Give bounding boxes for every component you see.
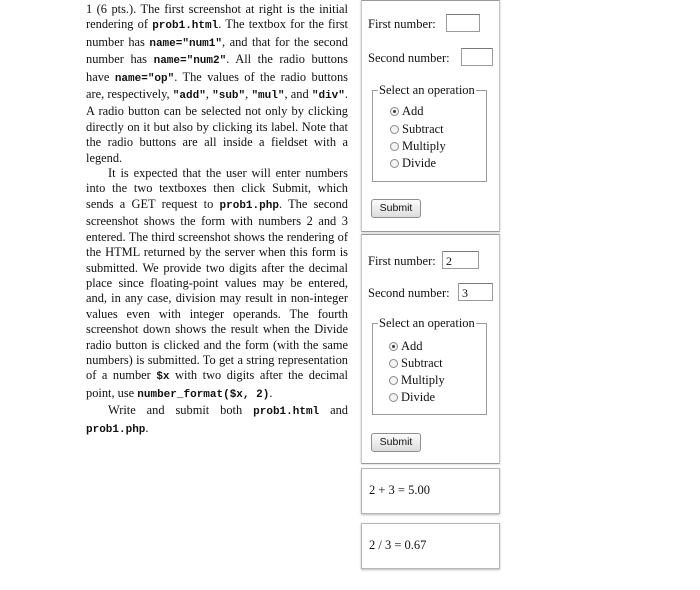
text-span: . All the radio buttons have xyxy=(86,52,348,84)
first-number-input[interactable] xyxy=(446,14,480,32)
operation-fieldset xyxy=(372,83,487,182)
code-span: "sub" xyxy=(212,90,246,103)
code-span: number_format($x, 2) xyxy=(137,388,270,401)
divide-result-text: 2 / 3 = 0.67 xyxy=(369,538,427,552)
second-number-input[interactable] xyxy=(461,48,493,66)
submit-button[interactable]: Submit xyxy=(371,199,421,218)
option-label[interactable]: Divide xyxy=(401,390,436,404)
text-span: , xyxy=(205,87,213,102)
code-span: prob1.html xyxy=(152,20,219,33)
add-result-text: 2 + 3 = 5.00 xyxy=(369,483,430,497)
text-span: . The values of the radio buttons are, respectively, xyxy=(86,69,348,102)
text-span: , and xyxy=(284,87,312,102)
text-span: . A radio button can be selected not only by clicking directly on it but also by clicking its label. Note that the radio buttons are all inside a fieldset with a legend. xyxy=(86,87,348,165)
radio-icon[interactable] xyxy=(390,159,399,168)
code-span: prob1.php xyxy=(86,423,146,436)
text-span: . The second screenshot shows the form with numbers 2 and 3 entered. The third screenshot shows the rendering of the HTML returned by the server when this form is submitted. We provide two digits after the decimal place since floating-point values may be entered, and, in any case, division may result in non-integer values even with integer operands. The fourth screenshot down shows the result when the Divide radio button is clicked and the form (with the same numbers) is submitted. To get a string representation of a number xyxy=(86,196,348,383)
problem-paragraph-1 xyxy=(86,2,348,166)
screenshot-filled-form xyxy=(361,234,500,464)
text-span: It is expected that the user will enter numbers into the two textboxes then click Submit, which sends a GET request to xyxy=(86,166,348,211)
option-add[interactable] xyxy=(402,104,424,119)
screenshot-divide-result xyxy=(361,523,500,569)
option-subtract[interactable] xyxy=(401,356,443,371)
option-label[interactable]: Subtract xyxy=(401,356,443,370)
operation-fieldset xyxy=(372,316,487,415)
problem-paragraph-3 xyxy=(86,403,348,438)
radio-icon[interactable] xyxy=(390,125,399,134)
screenshot-add-result xyxy=(361,468,500,514)
code-span: $x xyxy=(156,371,170,384)
text-span: . xyxy=(269,385,273,400)
radio-icon[interactable] xyxy=(389,376,398,385)
radio-icon[interactable] xyxy=(389,359,398,368)
code-span: prob1.html xyxy=(253,406,320,419)
option-label[interactable]: Multiply xyxy=(402,139,446,153)
problem-text xyxy=(86,2,348,438)
operation-legend: Select an operation xyxy=(379,83,475,97)
radio-icon[interactable] xyxy=(389,393,398,402)
first-number-label: First number: xyxy=(368,254,436,268)
option-label[interactable]: Multiply xyxy=(401,373,445,387)
option-divide[interactable] xyxy=(401,390,435,405)
second-number-label: Second number: xyxy=(368,286,450,300)
option-add[interactable] xyxy=(401,339,423,354)
operation-legend: Select an operation xyxy=(379,316,475,330)
submit-button[interactable]: Submit xyxy=(371,433,421,452)
code-span: "mul" xyxy=(251,90,285,103)
option-label[interactable]: Add xyxy=(401,339,423,353)
option-multiply[interactable] xyxy=(401,373,445,388)
screenshot-initial-form xyxy=(361,0,500,232)
radio-selected-icon[interactable] xyxy=(389,342,398,351)
text-span: and xyxy=(319,403,348,418)
option-multiply[interactable] xyxy=(402,139,446,154)
text-span: , xyxy=(245,87,252,102)
code-span: name="num2" xyxy=(153,55,227,68)
text-span: Write and submit both xyxy=(108,403,254,418)
text-span: with two digits after the decimal point, use xyxy=(86,368,348,400)
option-divide[interactable] xyxy=(402,156,436,171)
text-span: 1 (6 pts.). The first screenshot at right is the initial rendering of xyxy=(86,2,348,32)
code-span: prob1.php xyxy=(219,199,279,212)
first-number-label: First number: xyxy=(368,17,436,31)
option-subtract[interactable] xyxy=(402,122,444,137)
second-number-label: Second number: xyxy=(368,51,450,65)
text-span: . The textbox for the first number has xyxy=(86,17,348,49)
radio-selected-icon[interactable] xyxy=(390,107,399,116)
radio-icon[interactable] xyxy=(390,142,399,151)
first-number-input[interactable]: 2 xyxy=(442,251,479,269)
code-span: name="num1" xyxy=(149,37,222,50)
text-span: , and that for the second number has xyxy=(86,34,348,67)
problem-paragraph-2 xyxy=(86,166,348,403)
text-span: . xyxy=(145,420,149,435)
option-label[interactable]: Add xyxy=(402,104,424,118)
code-span: "add" xyxy=(172,90,206,103)
code-span: "div" xyxy=(311,90,345,103)
option-label[interactable]: Divide xyxy=(402,156,437,170)
option-label[interactable]: Subtract xyxy=(402,122,444,136)
second-number-input[interactable]: 3 xyxy=(458,283,493,301)
code-span: name="op" xyxy=(114,72,175,85)
